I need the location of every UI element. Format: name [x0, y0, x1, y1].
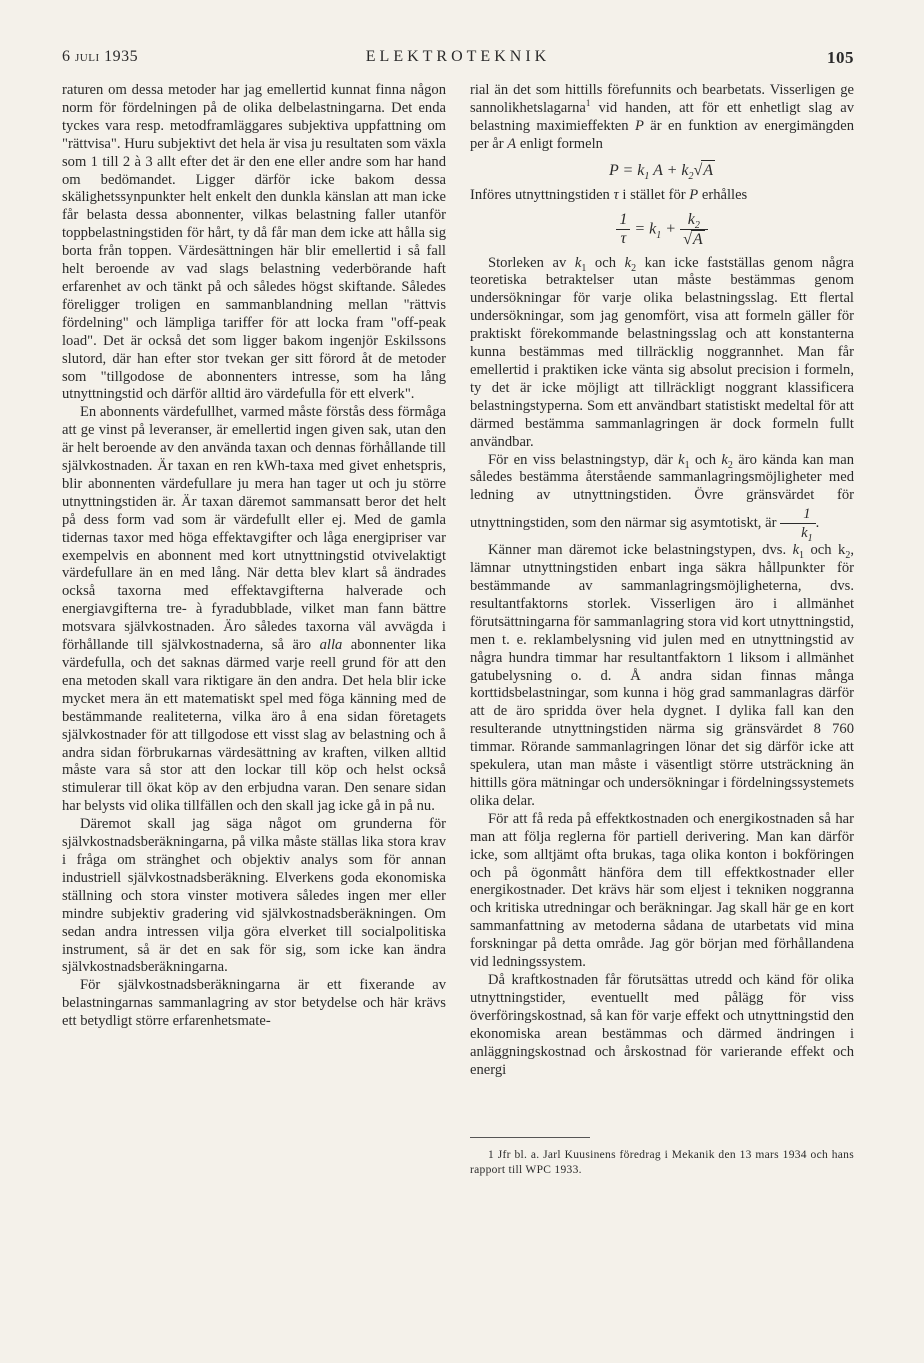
paragraph: För självkostnadsberäkningarna är ett fixerande av belastningarnas sammanlagring av stor betydelse och här krävs ett betydligt större erfarenhetsmate-	[62, 977, 446, 1030]
paragraph: För att få reda på effektkostnaden och energikostnaden så har man att följa reglerna för partiell derivering. Man kan därför icke, som alltjämt ofta brukas, taga olika konton i bokföringen och på ögonmått hänföra dem till effektkostnader eller energikostnader. Det krävs här som eljest i tekniken noggranna och kritiska utredningar och beräkningar. Jag skall här ge en kort sammanfattning av metoderna sådana de utarbetats vid mina forskningar på detta område. Jag gör början med förhållandena vid ledningssystem.	[470, 810, 854, 971]
paragraph: raturen om dessa metoder har jag emellertid kunnat finna någon norm för fördelningen på de olika delbelastningarna. Det enda tyckes vara resp. metodframläggares subjektiva uppfattning om "rättvisa". Huru subjektivt det hela är visa ju resultaten som växla som 1 till 2 à 3 allt efter det är den ene eller andre som har hand om bedömandet. Ligger därför icke bakom dessa skälighetssynpunkter helt enkelt den dunkla känslan att man icke får belasta dessa abonnenter, vilkas belastning faller utanför toppbelastningstiden för hårt, ty då får man dem icke att hålla sig borta från toppen. Värdesättningen här blir emellertid i så fall helt beroende av vad slags belastning vederbörande haft erfarenhet av och tänkt på och således högst skiftande. Således föreligger troligen en sammanblandning mellan "rättvis fördelning" och lämpliga tariffer för att locka fram "off-peak load". Det är också det som ligger bakom ingenjör Eskilssons slutord, där han efter stor tvekan ger sitt förord åt de metoder som "tillgodose de abonnenters intresse, som ha lång utnyttningstid och därför alltid äro värdefulla för ett elverk".	[62, 82, 446, 403]
header-date: 6 juli 1935	[62, 48, 139, 65]
page-header	[62, 48, 854, 72]
paragraph: Känner man däremot icke belastningstypen, dvs. $k_1$ och $k_2$, lämnar utnyttningstiden enbart inga säkra hållpunkter för bestämmande av sammanlagringsmöjligheterna, dvs. resultantfaktorns storlek. Visserligen äro i allmänhet förutsättningarna för sammanlagring stora vid kort utnyttningstid, men t. e. reklambelysning vid julen med en utnyttningstid av några hundra timmar har resultantfaktorn 1 liksom i allmänhet gatubelysning o. d. Å andra sidan finnas många korttidsbelastningar, som kunna i hög grad sammanlagras därför att de äro spridda över hela dygnet. I dylika fall kan den resulterande utnyttningstiden närma sig gränsvärdet 8 760 timmar. Rörande sammanlagringen lönar det sig därför icke att spekulera, utan man måste i väsentligt större utsträckning än hittills göra mätningar och undersökningar i fördelningssystemets olika delar.	[470, 542, 854, 809]
formula-power: $P = k_1$ $A + k_2√A$	[608, 161, 714, 182]
formula-utilization: $\frac{1}{\tau}$ = $k_1$ + $\frac{k_2}{√A}$	[470, 211, 854, 249]
paragraph: Storleken av $k_1$ och $k_2$ kan icke fastställas genom några teoretiska betraktelser utan måste bestämmas genom undersökningar för varje olika belastningsslag. Ett flertal undersökningar, som jag genomfört, visa att formeln gäller för praktiskt förekommande belastningsslag och att konstanterna kunna bestämmas med tillräcklig noggrannhet. Man får emellertid i praktiken icke vänta sig absolut precision i formeln, ty det är icke möjligt att tillräckligt noggrant klassificera belastningstyperna. Som ett användbart statistiskt medeltal för att därmed bestämma sammanlagringen är dock formeln fullt användbar.	[470, 254, 854, 450]
paragraph: För en viss belastningstyp, där $k_1$ och $k_2$ äro kända kan man således bestämma återstående sammanlagringsmöjligheter med ledning av utnyttningstiden. Övre gränsvärdet för utnyttningstiden, som den närmar sig asymtotiskt, är $\frac{1}{k_1}$ .	[470, 451, 854, 545]
paragraph: rial än det som hittills förefunnits och bearbetats. Visserligen ge sannolikhetslagarna$^1$ vid handen, att för ett enhetligt slag av belastning maximieffekten P är en funktion av energimängden per år A enligt formeln	[470, 82, 854, 152]
footnote-divider	[470, 1137, 590, 1138]
text-columns	[62, 82, 854, 1178]
left-column	[62, 82, 446, 1178]
paragraph: Då kraftkostnaden får förutsättas utredd och känd för olika utnyttningstider, eventuellt med pålägg för viss överföringskostnad, så kan för varje effekt och utnyttningstid den ekonomiska arean bestämmas och därmed ändringen i anläggningskostnad och årskostnad för varierande effekt och energi	[470, 971, 854, 1078]
paragraph: Däremot skall jag säga något om grunderna för självkostnadsberäkningarna, på vilka måste ställas lika stora krav i fråga om stränghet och objektiv analys som för annan industriell självkostnadsberäkning. Elverkens goda ekonomiska ställning och stora vinster motivera således ingen mer eller mindre subjektiv gradering vid självkostnadsberäkningen. Om sedan andra intressen vilja göra elverket till socialpolitiska instrument, så är det en sak för sig, som icke kan ändra självkostnadsberäkningarna.	[62, 816, 446, 976]
paragraph: Införes utnyttningstiden τ i stället för P erhålles	[470, 186, 748, 203]
footnote: 1 Jfr bl. a. Jarl Kuusinens föredrag i Mekanik den 13 mars 1934 och hans rapport till WPC 1933.	[470, 1149, 854, 1177]
right-column	[470, 82, 854, 1178]
header-journal-title: ELEKTROTEKNIK	[365, 48, 551, 65]
header-page-number: 105	[827, 48, 854, 67]
paragraph: En abonnents värdefullhet, varmed måste förstås dess förmåga att ge vinst på leveranser, är emellertid ingen given sak, utan den är helt beroende av den använda taxan och dennas förhållande till självkostnaden. Är taxan en ren kWh-taxa med givet enhetspris, blir abonnenten värdefullare ju mera han tager ut och ju större utnyttningstiden är. Är taxan däremot sammansatt beror det helt på dess form vad som är värdefullt eller ej. Med de gamla tidernas taxor med höga effektavgifter och låga energipriser var exempelvis en abonnent med kort utnyttningstid otvivelaktigt värdefullare än en med lång. När detta blev klart så ändrades också taxorna med effektavgifterna halverade och energiavgifterna tre- à fyradubblade, vilket man fann bättre motsvara självkostnaden. Äro således taxorna väl avvägda i förhållande till självkostnaderna, så äro alla abonnenter lika värdefulla, och det saknas därmed varje reell grund för att den ena metoden skall vara riktigare än den andra. Det hela blir icke mycket mera än ett matematiskt spel med föga känning med de bestämmande realiteterna, vilka äro å ena sidan företagets självkostnader för att tillgodose ett visst slag av belastning och å andra sidan förbrukarnas värdesättning av kraften, vilken alltid måste vara så stor att den lockar till köp och helst också stimulerar till ökat köp av den erbjudna varan. Den senare sidan har belysts vid olika tillfällen och den skall jag icke gå in på nu.	[62, 404, 446, 815]
